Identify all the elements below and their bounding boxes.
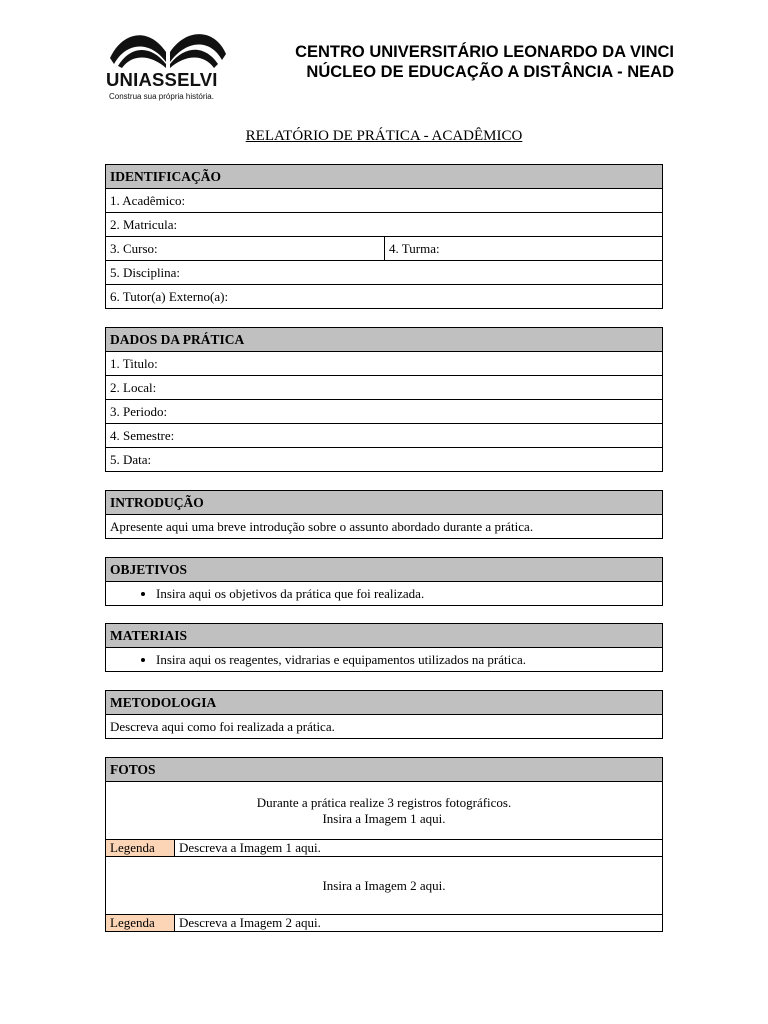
introducao-section xyxy=(105,490,663,539)
section-heading: DADOS DA PRÁTICA xyxy=(106,328,663,352)
brand-tagline: Construa sua própria história. xyxy=(109,92,214,101)
local-field[interactable]: 2. Local: xyxy=(106,376,663,400)
periodo-field[interactable]: 3. Periodo: xyxy=(106,400,663,424)
document-title: RELATÓRIO DE PRÁTICA - ACADÊMICO xyxy=(245,128,523,144)
fotos-section xyxy=(105,757,663,932)
dados-pratica-section xyxy=(105,327,663,472)
objetivos-item: • Insira aqui os objetivos da prática que foi realizada. xyxy=(156,586,658,602)
materiais-body[interactable] xyxy=(106,648,663,672)
image-2-caption[interactable]: Descreva a Imagem 2 aqui. xyxy=(175,915,663,932)
image-1-label: Insira a Imagem 1 aqui. xyxy=(322,810,446,826)
legend-label: Legenda xyxy=(106,915,175,932)
semestre-field[interactable]: 4. Semestre: xyxy=(106,424,663,448)
tutor-field[interactable]: 6. Tutor(a) Externo(a): xyxy=(106,285,663,309)
institution-name: CENTRO UNIVERSITÁRIO LEONARDO DA VINCI xyxy=(295,43,674,61)
academico-field[interactable]: 1. Acadêmico: xyxy=(106,189,663,213)
introducao-text[interactable]: Apresente aqui uma breve introdução sobre o assunto abordado durante a prática. xyxy=(106,515,663,539)
image-2-label: Insira a Imagem 2 aqui. xyxy=(322,877,446,893)
matricula-field[interactable]: 2. Matricula: xyxy=(106,213,663,237)
identificacao-section xyxy=(105,164,663,309)
titulo-field[interactable]: 1. Titulo: xyxy=(106,352,663,376)
section-heading: METODOLOGIA xyxy=(106,691,663,715)
turma-field[interactable]: 4. Turma: xyxy=(385,237,663,261)
section-heading: OBJETIVOS xyxy=(106,558,663,582)
materiais-section xyxy=(105,623,663,672)
image-1-caption[interactable]: Descreva a Imagem 1 aqui. xyxy=(175,840,663,857)
materiais-item: • Insira aqui os reagentes, vidrarias e equipamentos utilizados na prática. xyxy=(156,652,658,668)
section-heading: IDENTIFICAÇÃO xyxy=(106,165,663,189)
legend-label: Legenda xyxy=(106,840,175,857)
institution-department: NÚCLEO DE EDUCAÇÃO A DISTÂNCIA - NEAD xyxy=(306,63,674,81)
data-field[interactable]: 5. Data: xyxy=(106,448,663,472)
section-heading: FOTOS xyxy=(106,758,663,782)
curso-field[interactable]: 3. Curso: xyxy=(106,237,385,261)
objetivos-section xyxy=(105,557,663,606)
disciplina-field[interactable]: 5. Disciplina: xyxy=(106,261,663,285)
metodologia-section xyxy=(105,690,663,739)
section-heading: MATERIAIS xyxy=(106,624,663,648)
metodologia-text[interactable]: Descreva aqui como foi realizada a prática. xyxy=(106,715,663,739)
uniasselvi-logo xyxy=(106,24,230,106)
book-wings-icon xyxy=(108,24,228,68)
brand-name: UNIASSELVI xyxy=(106,69,218,90)
image-1-placeholder[interactable] xyxy=(106,782,663,840)
objetivos-body[interactable] xyxy=(106,582,663,606)
image-2-placeholder[interactable] xyxy=(106,857,663,915)
fotos-instruction: Durante a prática realize 3 registros fotográficos. xyxy=(256,794,512,810)
section-heading: INTRODUÇÃO xyxy=(106,491,663,515)
